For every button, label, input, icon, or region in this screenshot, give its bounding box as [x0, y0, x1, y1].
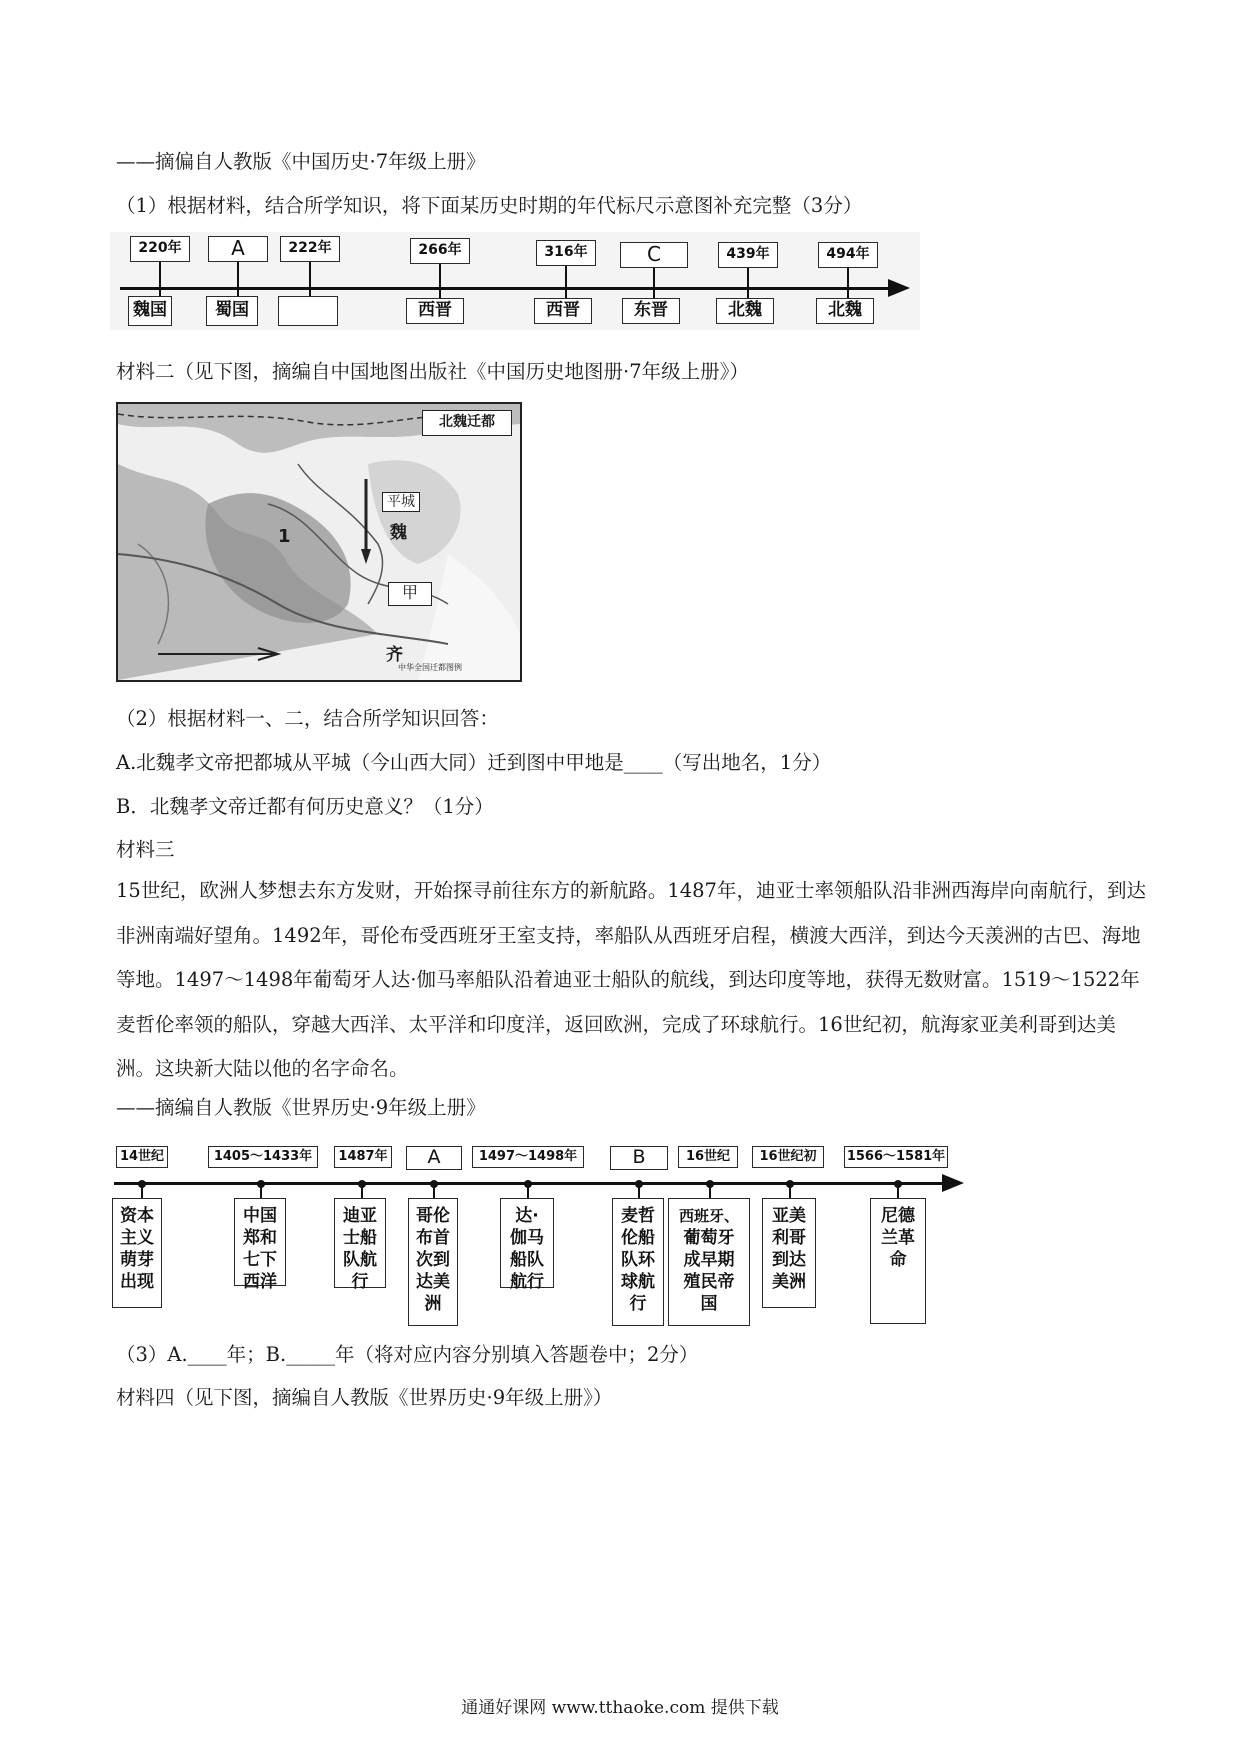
timeline-2-event-line: 兰革 — [881, 1228, 915, 1248]
timeline-1-label-7: 439年 — [718, 242, 778, 268]
timeline-2 — [112, 1140, 982, 1320]
timeline-2-event-line: 哥伦 — [416, 1206, 450, 1226]
timeline-2-event-9 — [870, 1198, 926, 1324]
northern-wei-map — [116, 402, 522, 682]
timeline-2-event-line: 葡萄牙 — [683, 1228, 735, 1248]
timeline-1-arrow — [888, 279, 910, 297]
timeline-2-label-A: A — [406, 1146, 462, 1170]
map-title-box — [422, 410, 512, 436]
timeline-2-event-line: 伦船 — [621, 1228, 655, 1248]
timeline-2-event-line: 美洲 — [772, 1272, 806, 1292]
timeline-1-event-2: 蜀国 — [206, 296, 258, 326]
timeline-1-label-C: C — [620, 242, 688, 268]
timeline-2-event-line: 士船 — [343, 1228, 377, 1248]
timeline-2-event-line: 国 — [700, 1294, 718, 1314]
timeline-2-event-line: 尼德 — [881, 1206, 915, 1226]
timeline-2-label-1: 14世纪 — [116, 1146, 168, 1168]
timeline-1-event-4: 西晋 — [406, 298, 464, 324]
timeline-2-event-line: 七下 — [243, 1250, 277, 1270]
timeline-1-label-3: 222年 — [280, 236, 340, 262]
material-3-text: 15世纪，欧洲人梦想去东方发财，开始探寻前往东方的新航路。1487年，迪亚士率领船队沿非洲西海岸向南航行，到达非洲南端好望角。1492年，哥伦布受西班牙王室支持，率船队从西班牙启程，横渡大西洋，到达今天羡洲的古巴、海地等地。1497～1498年葡萄牙人达·伽马率船队沿着迪亚士船队的航线，到达印度等地，获得无数财富。1519～1522年麦哲伦率领的船队，穿越大西洋、太平洋和印度洋，返回欧洲，完成了环球航行。16世纪初，航海家亚美利哥到达美洲。这块新大陆以他的名字命名。 — [116, 879, 1146, 1080]
question-3: （3）A.____年；B._____年（将对应内容分别填入答题卷中；2分） — [116, 1343, 699, 1366]
map-label-1: 1 — [278, 526, 291, 547]
timeline-1-axis — [120, 287, 890, 290]
timeline-2-event-line: 行 — [629, 1294, 647, 1314]
map-label-pingcheng: 平城 — [382, 492, 420, 512]
source-citation-1: ——摘偏自人教版《中国历史·7年级上册》 — [116, 150, 486, 173]
timeline-2-event-line: 布首 — [416, 1228, 450, 1248]
timeline-1-event-blank — [278, 296, 338, 326]
timeline-2-event-8 — [762, 1198, 816, 1308]
map-label-qi: 齐 — [386, 645, 403, 665]
timeline-2-label-8: 16世纪初 — [752, 1146, 824, 1168]
timeline-2-event-line: 航行 — [510, 1272, 544, 1292]
map-graphic — [118, 404, 520, 680]
timeline-2-event-line: 行 — [351, 1272, 369, 1292]
timeline-2-label-2: 1405～1433年 — [208, 1146, 318, 1168]
timeline-2-event-4 — [408, 1198, 458, 1326]
page-footer: 通通好课网 www.tthaoke.com 提供下载 — [461, 1698, 779, 1718]
question-1: （1）根据材料，结合所学知识，将下面某历史时期的年代标尺示意图补充完整（3分） — [116, 194, 863, 217]
timeline-2-event-line: 船队 — [510, 1250, 544, 1270]
timeline-2-event-line: 殖民帝 — [683, 1272, 735, 1292]
timeline-2-event-line: 伽马 — [510, 1228, 544, 1248]
timeline-1-label-8: 494年 — [818, 242, 878, 268]
timeline-2-event-1 — [112, 1198, 162, 1308]
timeline-2-event-line: 萌芽 — [120, 1250, 154, 1270]
source-citation-3: ——摘编自人教版《世界历史·9年级上册》 — [116, 1096, 486, 1119]
question-2: （2）根据材料一、二，结合所学知识回答： — [116, 707, 499, 730]
timeline-2-event-6 — [612, 1198, 664, 1326]
question-2a: A.北魏孝文帝把都城从平城（今山西大同）迁到图中甲地是____（写出地名，1分） — [116, 751, 832, 774]
timeline-2-arrow — [942, 1174, 964, 1192]
timeline-2-event-7 — [668, 1198, 750, 1326]
timeline-2-event-line: 到达 — [772, 1250, 806, 1270]
timeline-2-event-line: 出现 — [120, 1272, 154, 1292]
timeline-2-event-line: 队航 — [343, 1250, 377, 1270]
timeline-1-event-5: 西晋 — [534, 298, 592, 324]
timeline-1-label-4: 266年 — [410, 238, 470, 264]
timeline-2-event-line: 资本 — [120, 1206, 154, 1226]
timeline-2-event-5 — [500, 1198, 554, 1292]
timeline-2-label-5: 1497～1498年 — [472, 1146, 584, 1168]
timeline-1-label-A: A — [208, 236, 268, 262]
map-caption: 中华全国迁都图例 — [398, 663, 462, 672]
timeline-2-event-line: 达美 — [416, 1272, 450, 1292]
timeline-2-event-line: 球航 — [621, 1272, 655, 1292]
map-title: 北魏迁都 — [439, 414, 495, 430]
timeline-1-label-1: 220年 — [130, 236, 190, 262]
timeline-2-event-2 — [234, 1198, 286, 1292]
map-label-jia: 甲 — [388, 582, 432, 606]
material-2-heading: 材料二（见下图，摘编自中国地图出版社《中国历史地图册·7年级上册》） — [116, 360, 749, 383]
material-4-heading: 材料四（见下图，摘编自人教版《世界历史·9年级上册》） — [116, 1386, 613, 1409]
timeline-2-event-line: 郑和 — [243, 1228, 277, 1248]
timeline-2-event-line: 西班牙、 — [678, 1207, 739, 1225]
timeline-2-event-line: 次到 — [416, 1250, 450, 1270]
timeline-2-event-line: 队环 — [621, 1250, 655, 1270]
timeline-2-label-9: 1566～1581年 — [844, 1146, 948, 1168]
timeline-2-event-line: 主义 — [120, 1228, 154, 1248]
timeline-2-event-line: 西洋 — [243, 1272, 277, 1292]
timeline-2-event-line: 中国 — [243, 1206, 277, 1226]
timeline-2-event-line: 洲 — [424, 1294, 442, 1314]
timeline-1-event-7: 北魏 — [716, 298, 774, 324]
timeline-2-event-3 — [334, 1198, 386, 1292]
timeline-2-event-line: 达· — [515, 1206, 539, 1226]
timeline-1-label-5: 316年 — [536, 240, 596, 266]
timeline-2-event-line: 成早期 — [683, 1250, 735, 1270]
material-3-heading: 材料三 — [116, 838, 175, 861]
timeline-2-event-line: 命 — [889, 1250, 907, 1270]
timeline-2-event-line: 亚美 — [772, 1206, 806, 1226]
map-label-wei: 魏 — [390, 523, 407, 543]
question-2b: B．北魏孝文帝迁都有何历史意义？（1分） — [116, 795, 494, 818]
timeline-1-event-6: 东晋 — [622, 298, 680, 324]
timeline-2-label-7: 16世纪 — [678, 1146, 738, 1168]
timeline-2-event-line: 迪亚 — [343, 1206, 377, 1226]
timeline-2-event-line: 利哥 — [772, 1228, 806, 1248]
timeline-2-event-line: 麦哲 — [621, 1206, 655, 1226]
timeline-2-label-B: B — [610, 1146, 668, 1170]
timeline-1-event-8: 北魏 — [816, 298, 874, 324]
timeline-1-event-1: 魏国 — [128, 296, 172, 326]
timeline-2-label-3: 1487年 — [334, 1146, 392, 1168]
timeline-1 — [110, 232, 920, 330]
